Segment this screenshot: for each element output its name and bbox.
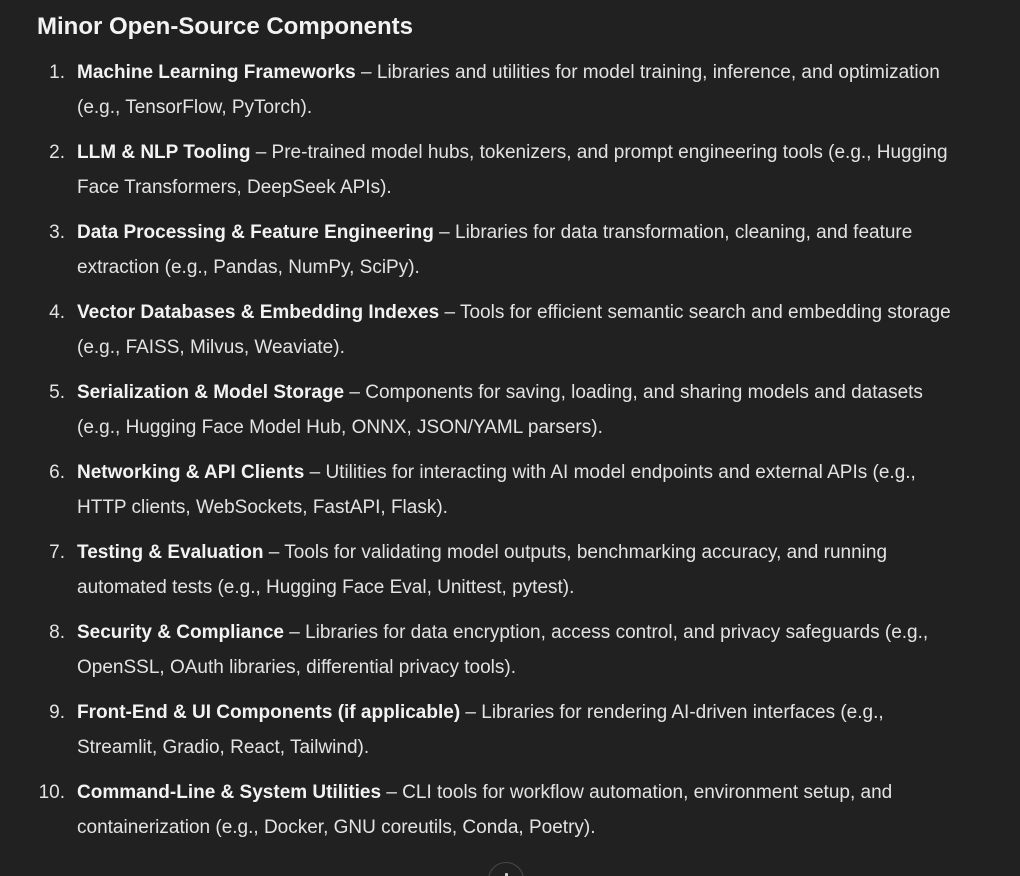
- message-content: [37, 10, 967, 855]
- list-item-name: Data Processing & Feature Engineering: [77, 222, 434, 243]
- list-item-name: Machine Learning Frameworks: [77, 62, 356, 83]
- list-item-name: Serialization & Model Storage: [77, 382, 345, 403]
- list-item: [37, 455, 967, 525]
- list-item: [37, 55, 967, 125]
- list-item-name: LLM & NLP Tooling: [77, 142, 251, 163]
- list-item-number: 8.: [49, 622, 65, 643]
- list-item-number: 5.: [49, 382, 65, 403]
- list-item-description: – Tools for efficient semantic search and embedding storage (e.g., FAISS, Milvus, Weaviate).: [77, 302, 951, 358]
- list-item-description: – Utilities for interacting with AI model endpoints and external APIs (e.g., HTTP clients, WebSockets, FastAPI, Flask).: [77, 462, 916, 518]
- list-item-name: Vector Databases & Embedding Indexes: [77, 302, 440, 323]
- section-heading: Minor Open-Source Components: [37, 13, 414, 40]
- list-item: [37, 775, 967, 845]
- list-item: [37, 615, 967, 685]
- components-list: [37, 55, 967, 845]
- list-item: [37, 535, 967, 605]
- list-item-number: 9.: [49, 702, 65, 723]
- list-item-description: – Libraries for rendering AI-driven interfaces (e.g., Streamlit, Gradio, React, Tailwind).: [77, 702, 884, 758]
- list-item-description: – Libraries for data encryption, access control, and privacy safeguards (e.g., OpenSSL, OAuth libraries, differential privacy tools).: [77, 622, 929, 678]
- list-item-name: Networking & API Clients: [77, 462, 305, 483]
- list-item: [37, 135, 967, 205]
- list-item-name: Command-Line & System Utilities: [77, 782, 382, 803]
- list-item-name: Security & Compliance: [77, 622, 284, 643]
- list-item-description: – CLI tools for workflow automation, environment setup, and containerization (e.g., Docker, GNU coreutils, Conda, Poetry).: [77, 782, 893, 838]
- list-item-number: 7.: [49, 542, 65, 563]
- list-item-description: – Pre-trained model hubs, tokenizers, and prompt engineering tools (e.g., Hugging Face Transformers, DeepSeek APIs).: [77, 142, 948, 198]
- list-item-number: 3.: [49, 222, 65, 243]
- list-item: [37, 695, 967, 765]
- list-item-number: 6.: [49, 462, 65, 483]
- list-item-description: – Tools for validating model outputs, benchmarking accuracy, and running automated tests (e.g., Hugging Face Eval, Unittest, pytest).: [77, 542, 888, 598]
- list-item-name: Testing & Evaluation: [77, 542, 264, 563]
- scroll-to-bottom-button[interactable]: [488, 862, 524, 876]
- list-item-number: 10.: [38, 782, 65, 803]
- list-item-description: – Components for saving, loading, and sharing models and datasets (e.g., Hugging Face Model Hub, ONNX, JSON/YAML parsers).: [77, 382, 923, 438]
- list-item-number: 1.: [49, 62, 65, 83]
- list-item-description: – Libraries for data transformation, cleaning, and feature extraction (e.g., Pandas, NumPy, SciPy).: [77, 222, 913, 278]
- list-item-description: – Libraries and utilities for model training, inference, and optimization (e.g., TensorFlow, PyTorch).: [77, 62, 940, 118]
- list-item: [37, 375, 967, 445]
- list-item: [37, 295, 967, 365]
- list-item: [37, 215, 967, 285]
- list-item-number: 4.: [49, 302, 65, 323]
- list-item-name: Front-End & UI Components (if applicable): [77, 702, 461, 723]
- list-item-number: 2.: [49, 142, 65, 163]
